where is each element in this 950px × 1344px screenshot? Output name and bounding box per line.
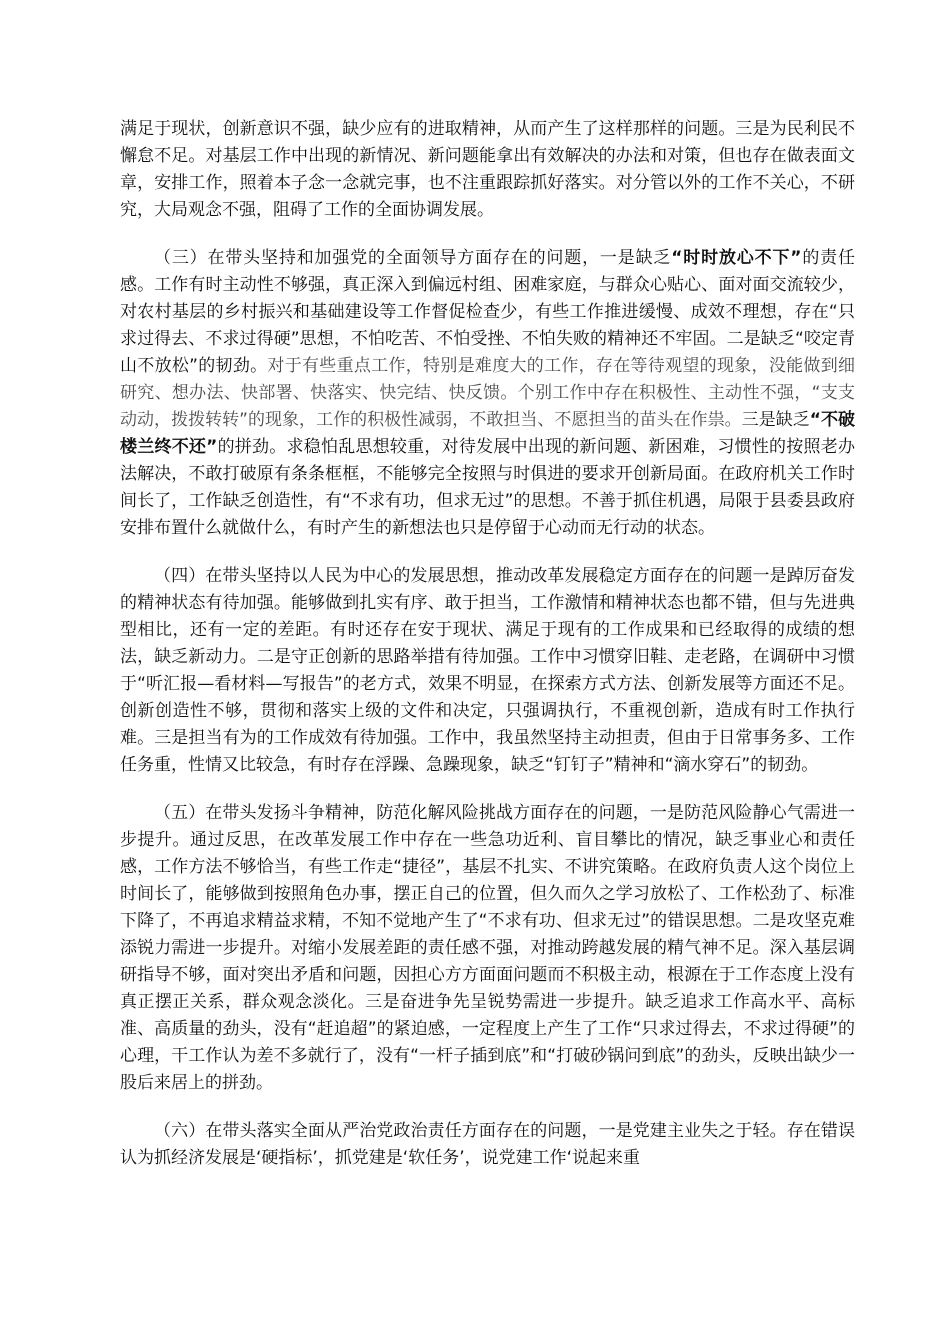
paragraph-section-5: （五）在带头发扬斗争精神，防范化解风险挑战方面存在的问题，一是防范风险静心气需进一步提升。通过反思，在改革发展工作中存在一些急功近利、盲目攀比的情况，缺乏事业心和责任感，工作方法不够恰当，有些工作走“捷径”，基层不扎实、不讲究策略。在政府负责人这个岗位上时间长了，能够做到按照角色办事，摆正自己的位置，但久而久之学习放松了、工作松劲了、标准下降了，不再追求精益求精，不知不觉地产生了“不求有功、但求无过”的错误思想。二是攻坚克难添锐力需进一步提升。对缩小发展差距的责任感不强，对推动跨越发展的精气神不足。深入基层调研指导不够，面对突出矛盾和问题，因担心方方面面问题而不积极主动，根源在于工作态度上没有真正摆正关系，群众观念淡化。三是奋进争先呈锐势需进一步提升。缺乏追求工作高水平、高标准、高质量的劲头，没有“赶追超”的紧迫感，一定程度上产生了工作“只求过得去，不求过得硬”的心理，干工作认为差不多就行了，没有“一杆子插到底”和“打破砂锅问到底”的劲头，反映出缺少一股后来居上的拼劲。: [120, 803, 855, 1093]
document-body: [120, 116, 855, 1193]
section-3-bold-phrase-2: “不破楼兰终不还”: [120, 410, 855, 457]
section-3-text-a: （三）在带头坚持和加强党的全面领导方面存在的问题，一是缺乏: [154, 248, 672, 268]
section-3-text-e: 的拼劲。求稳怕乱思想较重，对待发展中出现的新问题、新困难，习惯性的按照老办法解决，不敢打破原有条条框框，不能够完全按照与时俱进的要求开创新局面。在政府机关工作时间长了，工作缺乏创造性，有“不求有功，但求无过”的思想。不善于抓住机遇，局限于县委县政府安排布置什么就做什么，有时产生的新想法也只是停留于心动而无行动的状态。: [120, 437, 855, 538]
paragraph-section-4: （四）在带头坚持以人民为中心的发展思想，推动改革发展稳定方面存在的问题一是踔厉奋发的精神状态有待加强。能够做到扎实有序、敢于担当，工作激情和精神状态也都不错，但与先进典型相比，还有一定的差距。有时还存在安于现状、满足于现有的工作成果和已经取得的成绩的想法，缺乏新动力。二是守正创新的思路举措有待加强。工作中习惯穿旧鞋、走老路，在调研中习惯于“听汇报—看材料—写报告”的老方式，效果不明显，在探索方式方法、创新发展等方面还不足。创新创造性不够，贯彻和落实上级的文件和决定，只强调执行，不重视创新，造成有时工作执行难。三是担当有为的工作成效有待加强。工作中，我虽然坚持主动担责，但由于日常事务多、工作任务重，性情又比较急，有时存在浮躁、急躁现象，缺乏“钉钉子”精神和“滴水穿石”的韧劲。: [120, 566, 855, 775]
section-3-bold-phrase-1: “时时放心不下”: [671, 248, 802, 268]
section-3-gray-text: 对于有些重点工作，特别是难度大的工作，存在等待观望的现象，没能做到细研究、想办法、快部署、快落实、快完结、快反馈。个别工作中存在积极性、主动性不强，“支支动动，拨拨转转”的现象，工作的积极性减弱，不敢担当、不愿担当的苗头在作祟。: [120, 356, 855, 430]
paragraph-section-6: （六）在带头落实全面从严治党政治责任方面存在的问题，一是党建主业失之于轻。存在错误认为抓经济发展是‘硬指标’，抓党建是‘软任务’，说党建工作‘说起来重: [120, 1121, 855, 1168]
paragraph-section-3: [120, 245, 855, 542]
paragraph-continuation: 满足于现状，创新意识不强，缺少应有的进取精神，从而产生了这样那样的问题。三是为民利民不懈怠不足。对基层工作中出现的新情况、新问题能拿出有效解决的办法和对策，但也存在做表面文章，安排工作，照着本子念一念就完事，也不注重跟踪抓好落实。对分管以外的工作不关心，不研究，大局观念不强，阻碍了工作的全面协调发展。: [120, 119, 855, 220]
section-3-text-d: 三是缺乏: [741, 410, 810, 430]
section-3-text-c: 的责任感。工作有时主动性不够强，真正深入到偏远村组、困难家庭，与群众心贴心、面对面交流较少，对农村基层的乡村振兴和基础建设等工作督促检查少，有些工作推进缓慢、成效不理想，存在“只求过得去、不求过得硬”思想，不怕吃苦、不怕受挫、不怕失败的精神还不牢固。二是缺乏“咬定青山不放松”的韧劲。: [120, 248, 856, 376]
